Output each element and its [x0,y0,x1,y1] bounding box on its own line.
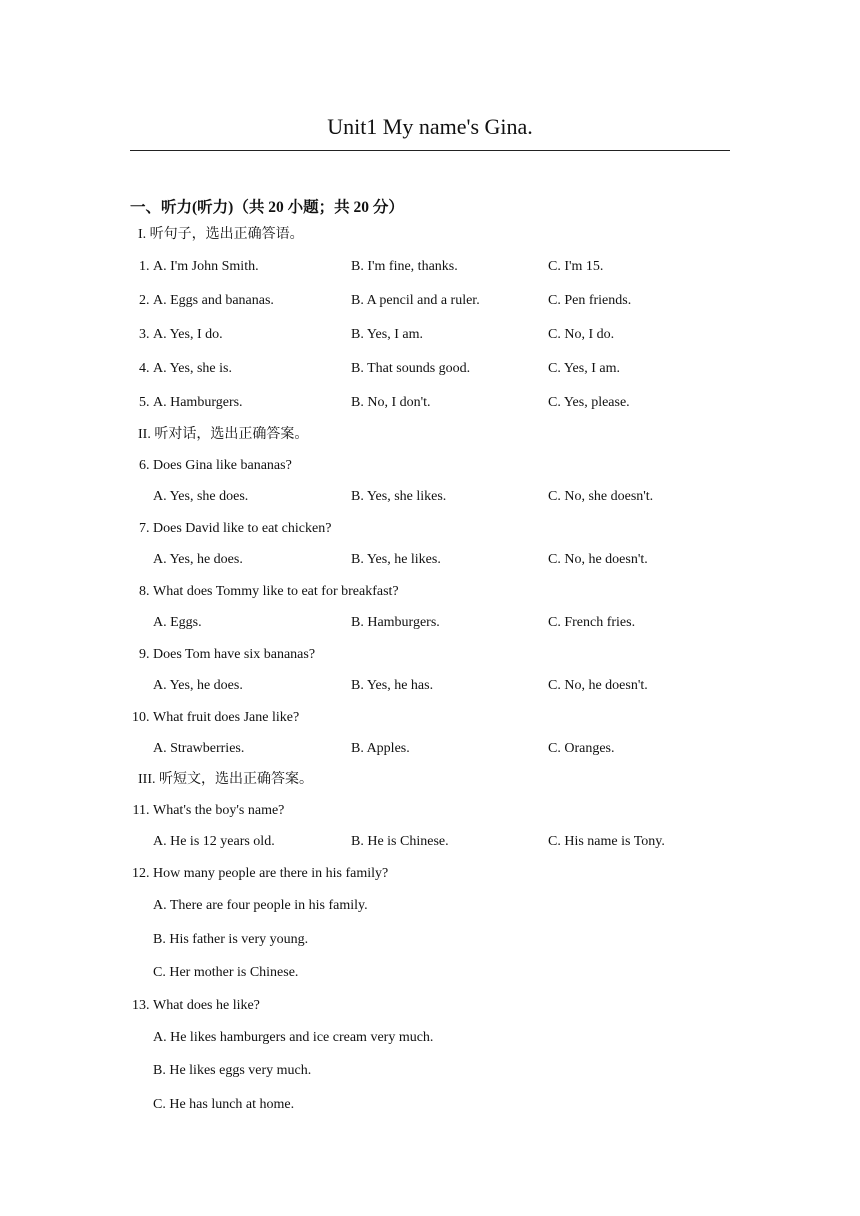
question-text: What fruit does Jane like? [153,710,300,725]
option-c: C. Pen friends. [548,293,632,308]
part-3-heading: III. 听短文，选出正确答案。 [138,772,313,787]
question-11 [130,795,730,826]
title-underline [130,150,730,151]
question-6 [130,450,730,481]
option-c: C. No, he doesn't. [548,552,648,567]
option-a: A. Yes, she is. [153,361,232,376]
question-3 [130,318,730,352]
option-b: B. Yes, he likes. [351,552,441,567]
question-7-options [130,544,730,576]
option-b: B. A pencil and a ruler. [351,293,480,308]
question-number: 10. [132,710,153,725]
question-number: 9. [139,647,153,662]
option-a: A. Yes, she does. [153,489,249,504]
option-c: C. Oranges. [548,741,615,756]
question-number: 6. [139,458,153,473]
question-9-options [130,670,730,702]
question-8 [130,576,730,607]
option-b: B. No, I don't. [351,395,431,410]
question-number: 3. [139,327,153,342]
option-c: C. Yes, please. [548,395,630,410]
question-1 [130,250,730,284]
part-2-heading: II. 听对话，选出正确答案。 [138,427,309,442]
option-a: A. He likes hamburgers and ice cream very much. [153,1029,434,1045]
question-text: What's the boy's name? [153,803,285,818]
option-a: A. Yes, I do. [153,327,223,342]
part-1-heading: I. 听句子，选出正确答语。 [138,227,304,242]
question-7 [130,513,730,544]
option-c: C. He has lunch at home. [153,1096,295,1112]
option-c: C. French fries. [548,615,636,630]
option-b: B. His father is very young. [153,931,309,947]
question-10-options [130,733,730,765]
question-number: 13. [132,997,153,1013]
question-text: Does Tom have six bananas? [153,647,316,662]
question-9 [130,639,730,670]
question-8-options [130,607,730,639]
question-text: What does he like? [153,997,260,1013]
question-number: 7. [139,521,153,536]
option-c: C. Yes, I am. [548,361,620,376]
option-b: B. Yes, he has. [351,678,434,693]
option-c: C. No, I do. [548,327,615,342]
question-6-options [130,481,730,513]
question-number: 1. [139,259,153,274]
option-a: A. There are four people in his family. [153,898,368,913]
option-b: B. Apples. [351,741,410,756]
question-5 [130,386,730,420]
question-11-options [130,826,730,858]
option-c: C. No, he doesn't. [548,678,648,693]
option-b: B. Yes, I am. [351,327,423,342]
question-number: 5. [139,395,153,410]
question-4 [130,352,730,386]
option-b: B. He likes eggs very much. [153,1063,312,1078]
question-text: How many people are there in his family? [153,866,389,881]
question-number: 8. [139,584,153,599]
question-10 [130,702,730,733]
option-a: A. Strawberries. [153,741,245,756]
question-text: Does David like to eat chicken? [153,521,332,536]
section-heading: 一、听力(听力)（共 20 小题；共 20 分） [130,199,404,216]
option-a: A. Yes, he does. [153,552,243,567]
option-a: A. I'm John Smith. [153,259,259,274]
question-text: Does Gina like bananas? [153,458,292,473]
question-number: 2. [139,293,153,308]
question-2 [130,284,730,318]
question-12 [130,858,730,889]
option-a: A. Hamburgers. [153,395,243,410]
question-number: 11. [132,803,153,818]
option-b: B. I'm fine, thanks. [351,259,458,274]
option-c: C. Her mother is Chinese. [153,965,299,980]
option-c: C. I'm 15. [548,259,604,274]
option-b: B. Yes, she likes. [351,489,447,504]
option-b: B. That sounds good. [351,361,471,376]
question-number: 12. [132,866,153,881]
option-b: B. He is Chinese. [351,834,449,849]
option-a: A. Eggs. [153,615,202,630]
option-c: C. His name is Tony. [548,834,665,849]
question-text: What does Tommy like to eat for breakfast? [153,584,399,599]
question-number: 4. [139,361,153,376]
question-13 [130,990,730,1021]
option-c: C. No, she doesn't. [548,489,654,504]
option-b: B. Hamburgers. [351,615,440,630]
document-title: Unit1 My name's Gina. [327,114,533,139]
document-body [130,196,730,1121]
option-a: A. Yes, he does. [153,678,243,693]
option-a: A. He is 12 years old. [153,834,275,849]
option-a: A. Eggs and bananas. [153,293,274,308]
